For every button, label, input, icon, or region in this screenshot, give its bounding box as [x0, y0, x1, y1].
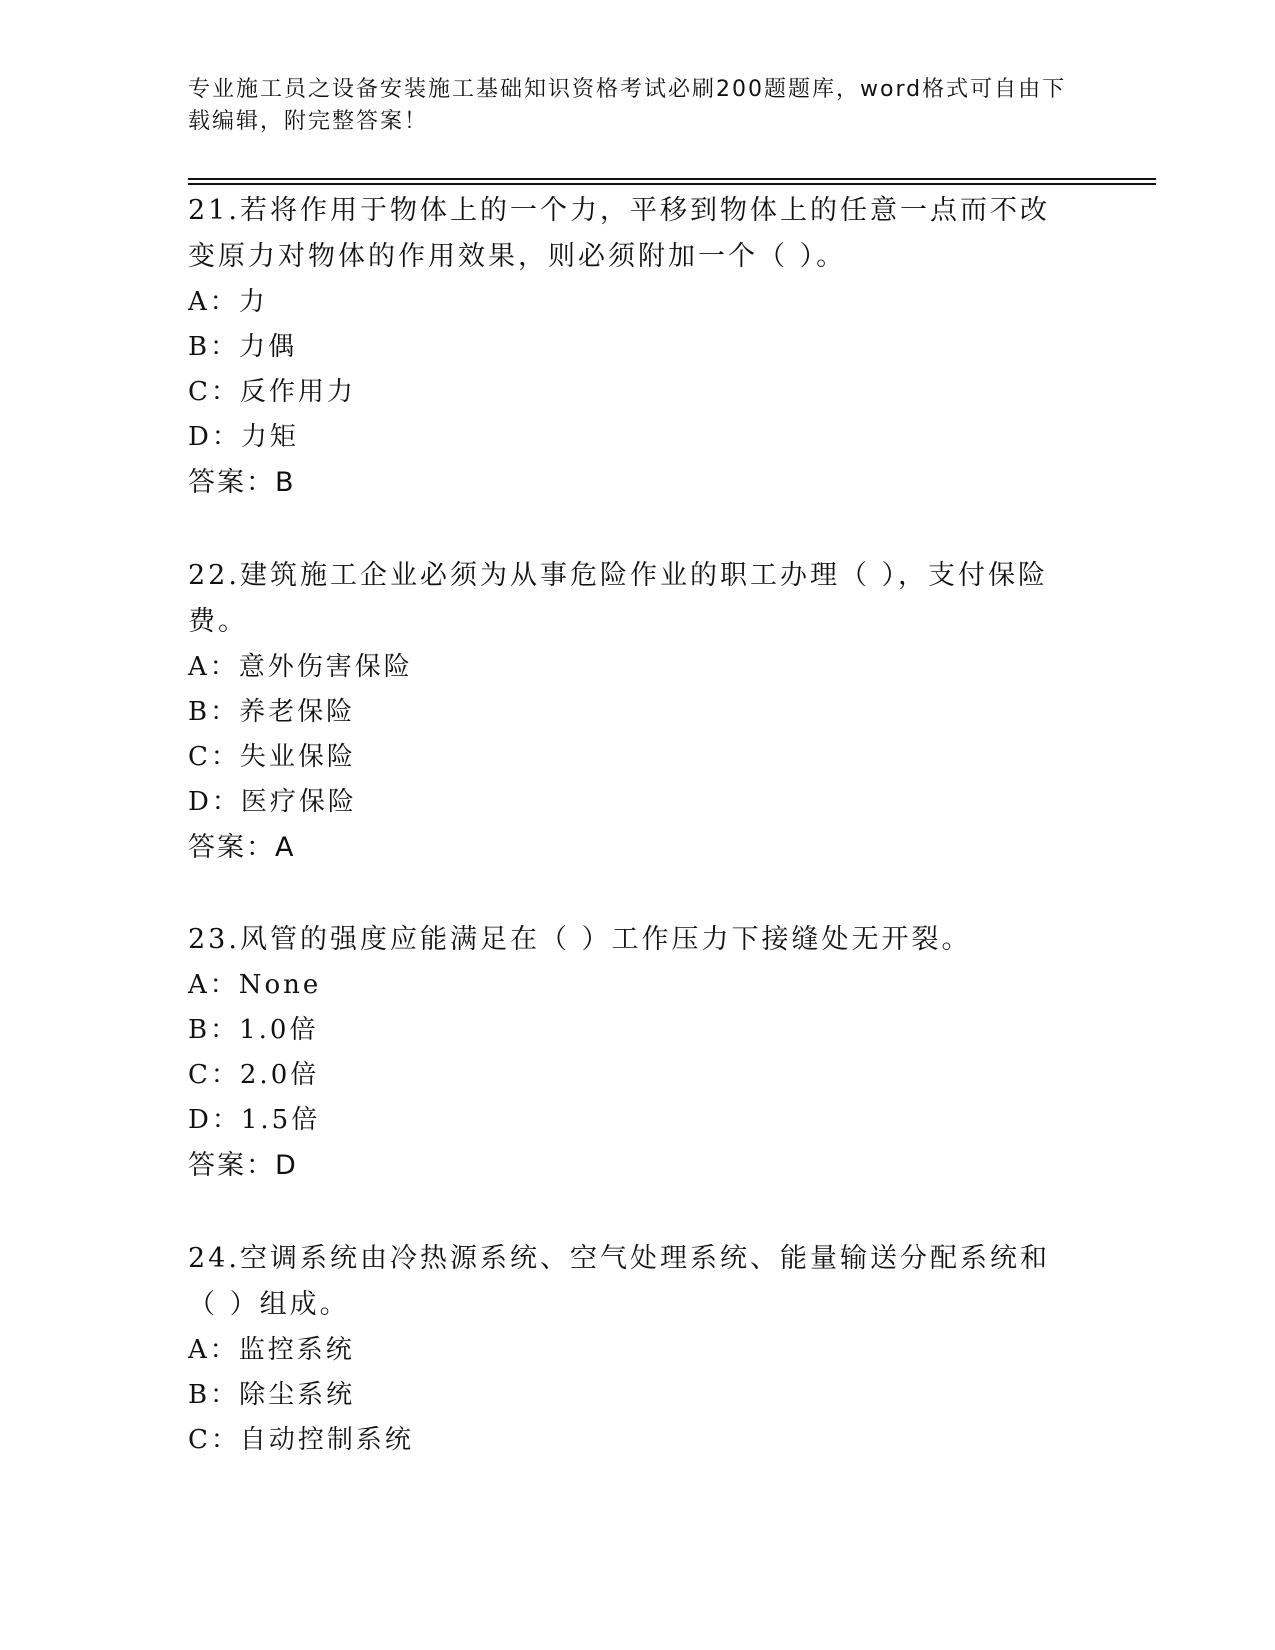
question-title: 24.空调系统由冷热源系统、空气处理系统、能量输送分配系统和（ ）组成。: [188, 1243, 1050, 1320]
answer: 答案：A: [188, 832, 296, 863]
option-c: C：自动控制系统: [188, 1425, 414, 1455]
question-title: 22.建筑施工企业必须为从事危险作业的职工办理（ ），支付保险费。: [188, 560, 1049, 637]
answer: 答案：D: [188, 1150, 298, 1181]
option-a: A：监控系统: [188, 1335, 355, 1365]
option-c: C：2.0倍: [188, 1060, 320, 1090]
question-21: [188, 188, 1068, 506]
option-d: D：力矩: [188, 422, 299, 452]
header-divider-top: [188, 178, 1156, 180]
option-a: A：None: [188, 970, 322, 1000]
document-header: 专业施工员之设备安装施工基础知识资格考试必刷200题题库，word格式可自由下载编辑，附完整答案！: [188, 77, 1067, 134]
option-c: C：失业保险: [188, 742, 356, 772]
option-a: A：力: [188, 287, 268, 317]
question-title: 23.风管的强度应能满足在（ ）工作压力下接缝处无开裂。: [188, 924, 972, 955]
option-b: B：1.0倍: [188, 1015, 319, 1045]
question-title: 21.若将作用于物体上的一个力，平移到物体上的任意一点而不改变原力对物体的作用效果，则必须附加一个（ ）。: [188, 195, 1050, 272]
question-24: [188, 1236, 1068, 1463]
option-a: A：意外伤害保险: [188, 652, 413, 682]
answer: 答案：B: [188, 467, 296, 498]
option-d: D：1.5倍: [188, 1105, 321, 1135]
option-b: B：除尘系统: [188, 1380, 356, 1410]
option-b: B：养老保险: [188, 697, 356, 727]
option-d: D：医疗保险: [188, 787, 357, 817]
option-c: C：反作用力: [188, 377, 356, 407]
question-22: [188, 553, 1068, 871]
question-23: [188, 917, 1068, 1189]
header-divider-bottom: [188, 183, 1156, 185]
option-b: B：力偶: [188, 332, 298, 362]
